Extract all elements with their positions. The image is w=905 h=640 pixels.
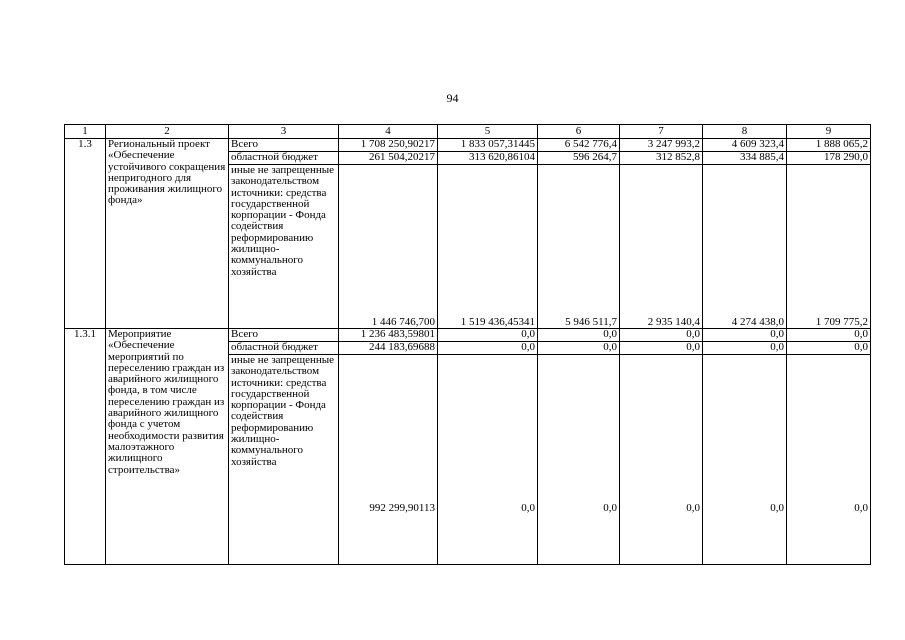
source-cell: иные не запрещенные законодательством источники: средства государственной корпорации - Фонда содействия реформированию жилищно-коммунального хозяйства	[229, 355, 339, 565]
value-cell: 4 609 323,4	[703, 139, 787, 152]
value-cell: 6 542 776,4	[538, 139, 620, 152]
value-cell: 313 620,86104	[438, 152, 538, 165]
section-code: 1.3	[65, 139, 106, 329]
header-cell: 9	[787, 125, 871, 139]
page-number: 94	[446, 91, 459, 105]
value-cell: 312 852,8	[620, 152, 703, 165]
source-cell: Всего	[229, 139, 339, 152]
section-name: Региональный проект «Обеспечение устойчивого сокращения непригодного для проживания жилищного фонда»	[106, 139, 229, 329]
section-code: 1.3.1	[65, 329, 106, 565]
header-cell: 8	[703, 125, 787, 139]
value-cell: 0,0	[538, 342, 620, 355]
header-cell: 1	[65, 125, 106, 139]
value-cell: 0,0	[703, 329, 787, 342]
value-cell: 0,0	[787, 355, 871, 565]
header-cell: 7	[620, 125, 703, 139]
value-cell: 0,0	[620, 355, 703, 565]
value-cell: 261 504,20217	[339, 152, 438, 165]
value-cell: 0,0	[438, 342, 538, 355]
value-cell: 0,0	[438, 329, 538, 342]
budget-table	[64, 124, 871, 565]
value-cell: 4 274 438,0	[703, 165, 787, 329]
value-cell: 334 885,4	[703, 152, 787, 165]
value-cell: 0,0	[787, 329, 871, 342]
value-cell: 596 264,7	[538, 152, 620, 165]
value-cell: 0,0	[538, 329, 620, 342]
header-cell: 3	[229, 125, 339, 139]
value-cell: 0,0	[620, 342, 703, 355]
header-cell: 2	[106, 125, 229, 139]
value-cell: 992 299,90113	[339, 355, 438, 565]
value-cell: 1 833 057,31445	[438, 139, 538, 152]
value-cell: 0,0	[787, 342, 871, 355]
value-cell: 0,0	[703, 342, 787, 355]
source-cell: областной бюджет	[229, 342, 339, 355]
value-cell: 1 519 436,45341	[438, 165, 538, 329]
value-cell: 1 709 775,2	[787, 165, 871, 329]
source-cell: иные не запрещенные законодательством источники: средства государственной корпорации - Фонда содействия реформированию жилищно-коммунального хозяйства	[229, 165, 339, 329]
header-cell: 6	[538, 125, 620, 139]
value-cell: 244 183,69688	[339, 342, 438, 355]
value-cell: 0,0	[538, 355, 620, 565]
table-row	[65, 329, 871, 342]
source-cell: областной бюджет	[229, 152, 339, 165]
header-cell: 4	[339, 125, 438, 139]
header-row	[65, 125, 871, 139]
value-cell: 0,0	[620, 329, 703, 342]
value-cell: 1 888 065,2	[787, 139, 871, 152]
value-cell: 2 935 140,4	[620, 165, 703, 329]
value-cell: 5 946 511,7	[538, 165, 620, 329]
value-cell: 0,0	[438, 355, 538, 565]
value-cell: 178 290,0	[787, 152, 871, 165]
value-cell: 1 446 746,700	[339, 165, 438, 329]
value-cell: 1 708 250,90217	[339, 139, 438, 152]
table-row	[65, 139, 871, 152]
section-name: Мероприятие «Обеспечение мероприятий по переселению граждан из аварийного жилищного фонда, в том числе переселению граждан из аварийного жилищного фонда с учетом необходимости развития малоэтажного жилищного строительства»	[106, 329, 229, 565]
header-cell: 5	[438, 125, 538, 139]
value-cell: 0,0	[703, 355, 787, 565]
value-cell: 1 236 483,59801	[339, 329, 438, 342]
source-cell: Всего	[229, 329, 339, 342]
value-cell: 3 247 993,2	[620, 139, 703, 152]
